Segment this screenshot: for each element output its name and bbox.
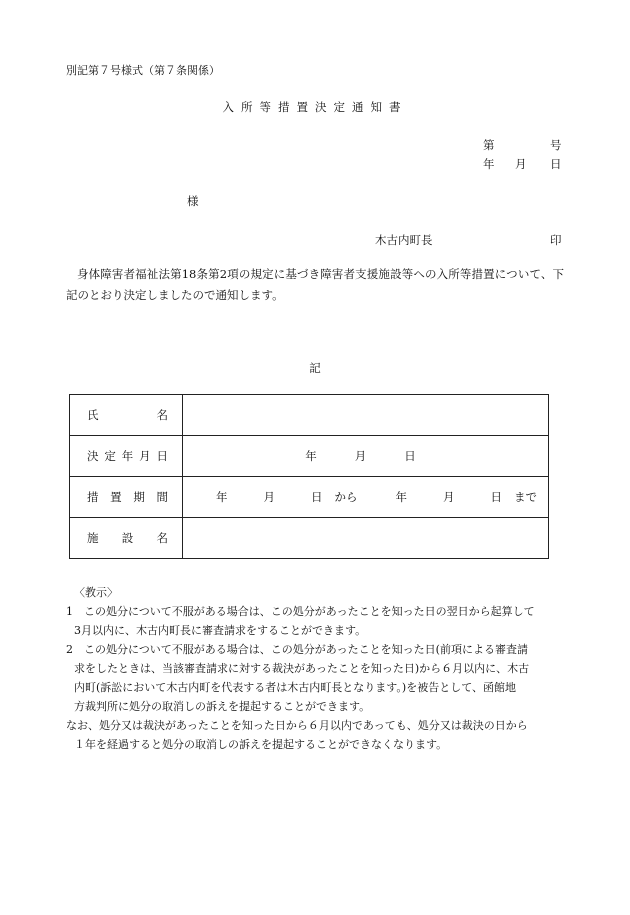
value-decision-date (183, 436, 549, 477)
instruction-line: 方裁判所に処分の取消しの訴えを提起することができます。 (74, 700, 371, 713)
date-year-label: 年 (483, 157, 495, 171)
date-month-label: 月 (515, 157, 527, 171)
body-paragraph: 身体障害者福祉法第18条第2項の規定に基づき障害者支援施設等への入所等措置について、下記のとおり決定しましたので通知します。 (66, 267, 564, 302)
instruction-line: １年を経過すると処分の取消しの訴えを提起することができなくなります。 (74, 738, 448, 751)
instruction-line: 2 この処分について不服がある場合は、この処分があったことを知った日(前項による審査請 (66, 643, 528, 656)
addressee-suffix: 様 (187, 194, 199, 208)
instruction-line: なお、処分又は裁決があったことを知った日から６月以内であっても、処分又は裁決の日から (66, 719, 528, 732)
label-char: 日 (156, 449, 168, 463)
label-char: 施 (87, 531, 99, 545)
instruction-note (66, 716, 566, 754)
value-part: から (334, 490, 358, 504)
value-part: 月 (263, 490, 275, 504)
value-part: 日 (490, 490, 502, 504)
seal-mark: 印 (550, 233, 562, 247)
label-char: 期 (133, 490, 145, 504)
value-part: 日 (404, 449, 416, 463)
form-label: 別記第７号様式（第７条関係） (66, 64, 220, 77)
value-part: 年 (305, 449, 317, 463)
value-part: 月 (443, 490, 455, 504)
instruction-line: 求をしたときは、当該審査請求に対する裁決があったことを知った日)から６月以内に、木古 (74, 662, 530, 675)
instruction-line: 3月以内に、木古内町長に審査請求をすることができます。 (74, 624, 367, 637)
label-char: 月 (139, 449, 151, 463)
instructions-section (66, 583, 566, 754)
document-title: 入所等措置決定通知書 (222, 100, 408, 114)
label-char: 名 (156, 531, 168, 545)
table-row-decision-date (70, 436, 549, 477)
instruction-item-1 (66, 602, 566, 640)
label-char: 措 (87, 490, 99, 504)
instruction-line: 内町(訴訟において木古内町を代表する者は木古内町長となります。)を被告として、函館地 (74, 681, 516, 694)
document-number-prefix: 第 (483, 138, 495, 152)
label-name (70, 395, 183, 436)
value-part: 日 (311, 490, 323, 504)
value-name (183, 395, 549, 436)
value-part: 年 (216, 490, 228, 504)
ki-heading: 記 (309, 361, 321, 375)
table-row-name (70, 395, 549, 436)
label-char: 置 (110, 490, 122, 504)
value-part: まで (514, 490, 537, 504)
value-period (183, 477, 549, 518)
label-period (70, 477, 183, 518)
issuer-name: 木古内町長 (375, 233, 433, 247)
instruction-item-2 (66, 640, 566, 716)
label-facility (70, 518, 183, 559)
label-char: 名 (156, 408, 168, 422)
instruction-line: 1 この処分について不服がある場合は、この処分があったことを知った日の翌日から起算して (66, 605, 535, 618)
label-char: 年 (121, 449, 134, 463)
document-number-suffix: 号 (550, 138, 562, 152)
label-char: 氏 (87, 408, 99, 422)
value-part: 月 (354, 449, 367, 463)
table-row-period (70, 477, 549, 518)
instructions-header: 〈教示〉 (74, 586, 118, 599)
label-decision-date (70, 436, 183, 477)
date-day-label: 日 (550, 157, 562, 171)
value-facility (183, 518, 549, 559)
label-char: 設 (121, 531, 134, 545)
label-char: 定 (104, 449, 116, 463)
label-char: 間 (156, 490, 168, 504)
decision-table (69, 394, 549, 559)
value-part: 年 (395, 490, 407, 504)
table-row-facility (70, 518, 549, 559)
label-char: 決 (87, 449, 99, 463)
